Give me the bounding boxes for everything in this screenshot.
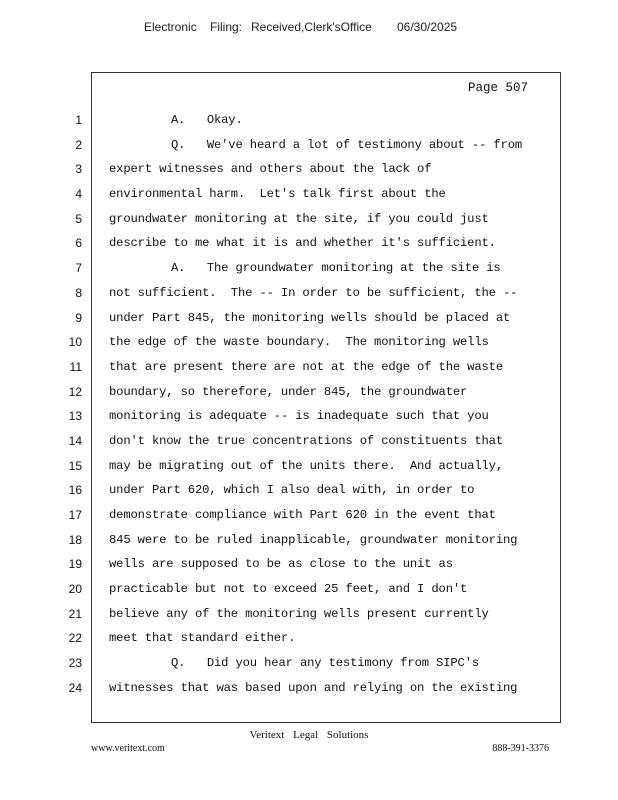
line-text: believe any of the monitoring wells present currently [109,606,489,621]
line-number: 4 [75,187,82,202]
transcript-line [0,355,618,380]
transcript-line [0,478,618,503]
line-text: meet that standard either. [109,631,296,646]
transcript-line [0,626,618,651]
footer-company: Veritext Legal Solutions [249,729,369,741]
transcript-body [0,108,618,701]
line-text: the edge of the waste boundary. The monitoring wells [109,335,489,350]
line-text: demonstrate compliance with Part 620 in the event that [109,508,496,522]
transcript-line [0,380,618,405]
transcript-line [0,602,618,627]
line-text: expert witnesses and others about the lack of [109,162,432,177]
line-number: 17 [68,508,82,522]
line-number: 13 [68,409,82,424]
line-text: practicable but not to exceed 25 feet, and I don't [109,582,468,597]
line-number: 16 [68,483,82,498]
filing-label-received: Received,Clerk'sOffice [251,20,372,34]
transcript-line [0,133,618,158]
transcript-line [0,404,618,429]
transcript-line [0,528,618,553]
line-number: 21 [68,606,82,621]
footer-website: www.veritext.com [91,743,165,754]
transcript-line [0,256,618,281]
line-text: Q. We've heard a lot of testimony about -- from [171,137,523,152]
transcript-line [0,503,618,528]
transcript-line [0,182,618,207]
line-text: A. Okay. [171,113,243,127]
line-text: A. The groundwater monitoring at the site is [171,261,501,276]
transcript-line [0,108,618,133]
line-number: 15 [68,458,82,473]
line-number: 7 [75,261,82,276]
filing-date: 06/30/2025 [397,20,458,34]
transcript-line [0,577,618,602]
line-text: don't know the true concentrations of constituents that [109,433,504,448]
transcript-line [0,454,618,479]
line-number: 18 [68,532,82,547]
line-number: 24 [68,680,82,695]
line-text: describe to me what it is and whether it's sufficient. [109,236,496,251]
line-text: environmental harm. Let's talk first about the [109,187,446,202]
line-text: not sufficient. The -- In order to be sufficient, the -- [109,285,518,300]
line-text: under Part 620, which I also deal with, in order to [109,483,475,498]
line-number: 9 [75,310,82,325]
line-text: Q. Did you hear any testimony from SIPC's [171,656,480,671]
line-number: 23 [68,656,82,671]
page-number: Page 507 [468,81,529,95]
line-text: groundwater monitoring at the site, if you could just [109,211,489,226]
line-number: 22 [68,631,82,646]
line-text: wells are supposed to be as close to the unit as [109,557,453,572]
transcript-line [0,157,618,182]
line-number: 14 [68,433,82,448]
filing-label-electronic: Electronic [144,20,197,34]
line-number: 5 [75,211,82,226]
transcript-line [0,306,618,331]
line-text: boundary, so therefore, under 845, the groundwater [109,384,468,399]
transcript-line [0,231,618,256]
line-number: 10 [68,335,82,350]
line-text: under Part 845, the monitoring wells should be placed at [109,310,511,325]
line-number: 6 [75,236,82,251]
line-number: 11 [69,359,82,374]
transcript-line [0,207,618,232]
line-number: 8 [75,285,82,300]
filing-label-filing: Filing: [210,20,243,34]
line-number: 1 [75,113,82,127]
line-number: 20 [68,582,82,597]
transcript-line [0,651,618,676]
line-number: 19 [68,557,82,572]
transcript-line [0,676,618,701]
line-text: monitoring is adequate -- is inadequate such that you [109,409,489,424]
line-text: witnesses that was based upon and relying on the existing [109,680,518,695]
line-number: 2 [75,137,82,152]
line-number: 12 [68,384,82,399]
footer-phone: 888-391-3376 [492,743,549,754]
filing-stamp-header [0,20,618,38]
transcript-line [0,429,618,454]
transcript-line [0,281,618,306]
transcript-line [0,552,618,577]
line-text: may be migrating out of the units there. And actually, [109,458,504,473]
transcript-line [0,330,618,355]
line-number: 3 [75,162,82,177]
line-text: that are present there are not at the edge of the waste [109,359,504,374]
line-text: 845 were to be ruled inapplicable, groundwater monitoring [109,532,518,547]
